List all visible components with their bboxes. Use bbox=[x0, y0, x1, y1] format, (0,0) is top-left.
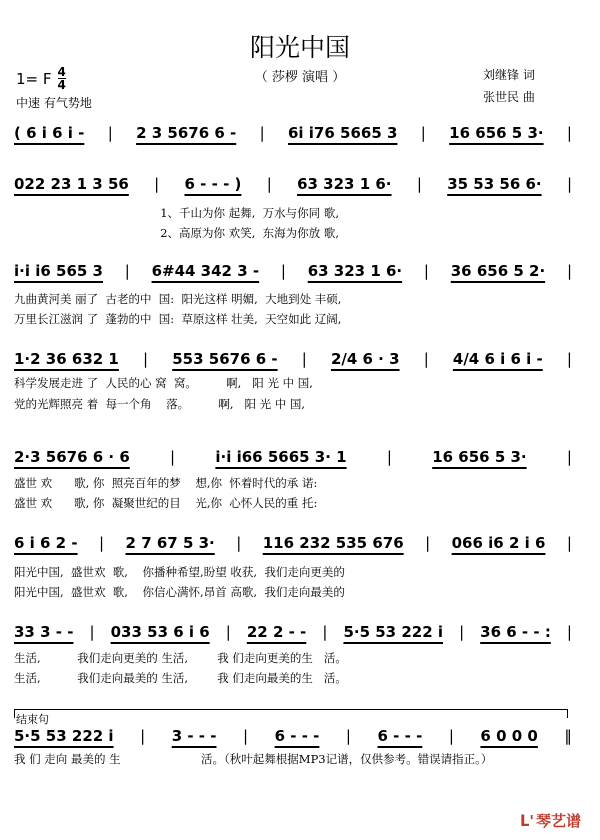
bar-line: | bbox=[243, 727, 249, 745]
measure: 36 656 5 2· bbox=[450, 262, 546, 280]
time-top: 4 bbox=[57, 65, 66, 79]
bar-line: | bbox=[170, 448, 176, 466]
bar-line: | bbox=[566, 448, 572, 466]
measure: 6 i 6 2 - bbox=[14, 534, 78, 552]
bar-line: | bbox=[99, 534, 105, 552]
bar-line: | bbox=[236, 534, 242, 552]
measure: 116 232 535 676 bbox=[262, 534, 404, 552]
measure: 2 7 67 5 3· bbox=[125, 534, 215, 552]
measure: 63 323 1 6· bbox=[297, 175, 392, 193]
measure: 4/4 6 i 6 i - bbox=[452, 350, 543, 368]
bar-line: | bbox=[89, 623, 95, 641]
measure: 6 - - - bbox=[274, 727, 320, 745]
measure: 2 3 5676 6 - bbox=[136, 124, 237, 142]
measure: 6#44 342 3 - bbox=[151, 262, 260, 280]
bar-line: | bbox=[143, 350, 149, 368]
bar-line: | bbox=[448, 727, 454, 745]
bar-line: | bbox=[280, 262, 286, 280]
bar-line: | bbox=[345, 727, 351, 745]
bar-line: | bbox=[459, 623, 465, 641]
measure: i·i i66 5665 3· 1 bbox=[215, 448, 347, 466]
lyrics-line: 科学发展走进 了 人民的心 窝 窝。 啊, 阳 光 中 国, bbox=[14, 376, 313, 390]
bar-line: | bbox=[225, 623, 231, 641]
singer: （ 莎椤 演唱 ） bbox=[254, 70, 346, 85]
bar-line: | bbox=[301, 350, 307, 368]
logo-text: 琴艺谱 bbox=[536, 812, 582, 830]
measure: ( 6 i 6 i - bbox=[14, 124, 85, 142]
measure: 33 3 - - bbox=[14, 623, 74, 641]
notation-row bbox=[14, 124, 572, 142]
bar-line: | bbox=[107, 124, 113, 142]
lyrics-line: 1、千山为你 起舞, 万水与你同 歌, bbox=[14, 206, 339, 220]
measure: 36 6 - - : bbox=[480, 623, 551, 641]
notation-row bbox=[14, 175, 572, 193]
measure: 16 656 5 3· bbox=[449, 124, 544, 142]
measure: 63 323 1 6· bbox=[307, 262, 403, 280]
lyrics-line: 盛世 欢 歌, 你 照亮百年的梦 想,你 怀着时代的承 诺: bbox=[14, 476, 318, 490]
logo-icon: ᒪ' bbox=[520, 811, 534, 830]
composer: 张世民 曲 bbox=[483, 90, 535, 104]
measure: 22 2 - - bbox=[246, 623, 307, 641]
measure: 3 - - - bbox=[171, 727, 217, 745]
bar-line: | bbox=[566, 262, 572, 280]
lyrics-line: 生活, 我们走向最美的 生活, 我 们走向最美的生 活。 bbox=[14, 671, 347, 685]
lyrics-line: 我 们 走向 最美的 生 活。（秋叶起舞根据MP3记谱，仅供参考。错误请指正。） bbox=[14, 752, 493, 766]
bar-line: | bbox=[566, 534, 572, 552]
ending-bracket bbox=[14, 709, 568, 718]
lyrics-line: 万里长江滋润 了 蓬勃的中 国: 草原这样 壮美, 天空如此 辽阔, bbox=[14, 312, 342, 326]
logo bbox=[520, 810, 581, 831]
measure: 2/4 6 · 3 bbox=[330, 350, 400, 368]
notation-row bbox=[14, 534, 572, 552]
lyrics-line: 九曲黄河美 丽了 古老的中 国: 阳光这样 明媚, 大地到处 丰硕, bbox=[14, 292, 342, 306]
bar-line: ‖ bbox=[564, 727, 572, 745]
lyrics-line: 阳光中国, 盛世欢 歌, 你信心满怀,昂首 高歌, 我们走向最美的 bbox=[14, 585, 345, 599]
notation-row bbox=[14, 350, 572, 368]
key-signature bbox=[16, 66, 66, 91]
bar-line: | bbox=[423, 262, 429, 280]
measure: 6i i76 5665 3 bbox=[287, 124, 398, 142]
measure: 2·3 5676 6 · 6 bbox=[14, 448, 130, 466]
measure: i·i i6 565 3 bbox=[14, 262, 103, 280]
measure: 6 - - - ) bbox=[184, 175, 242, 193]
measure: 6 0 0 0 bbox=[480, 727, 538, 745]
tempo-marking: 中速 有气势地 bbox=[16, 96, 92, 110]
bar-line: | bbox=[154, 175, 160, 193]
bar-line: | bbox=[124, 262, 130, 280]
song-title: 阳光中国 bbox=[249, 33, 350, 62]
lyrics-line: 盛世 欢 歌, 你 凝聚世纪的目 光,你 心怀人民的重 托: bbox=[14, 496, 318, 510]
bar-line: | bbox=[420, 124, 426, 142]
notation-row bbox=[14, 727, 572, 745]
measure: 066 i6 2 i 6 bbox=[451, 534, 546, 552]
bar-line: | bbox=[566, 350, 572, 368]
bar-line: | bbox=[386, 448, 392, 466]
time-bottom: 4 bbox=[57, 78, 66, 92]
measure: 35 53 56 6· bbox=[447, 175, 542, 193]
measure: 033 53 6 i 6 bbox=[110, 623, 210, 641]
notation-row bbox=[14, 262, 572, 280]
bar-line: | bbox=[259, 124, 265, 142]
key-label: 1= F bbox=[16, 69, 52, 88]
time-signature bbox=[58, 66, 66, 91]
measure: 5·5 53 222 i bbox=[14, 727, 114, 745]
measure: 5·5 53 222 i bbox=[343, 623, 444, 641]
lyricist: 刘继锋 词 bbox=[483, 68, 535, 82]
measure: 16 656 5 3· bbox=[432, 448, 527, 466]
bar-line: | bbox=[425, 534, 431, 552]
lyrics-line: 阳光中国, 盛世欢 歌, 你播种希望,盼望 收获, 我们走向更美的 bbox=[14, 565, 345, 579]
ending-label: 结束句 bbox=[16, 713, 49, 726]
bar-line: | bbox=[566, 175, 572, 193]
lyrics-line: 生活, 我们走向更美的 生活, 我 们走向更美的生 活。 bbox=[14, 651, 347, 665]
measure: 1·2 36 632 1 bbox=[14, 350, 119, 368]
bar-line: | bbox=[423, 350, 429, 368]
measure: 022 23 1 3 56 bbox=[14, 175, 129, 193]
lyrics-line: 2、高原为你 欢笑, 东海为你放 歌, bbox=[14, 226, 339, 240]
bar-line: | bbox=[140, 727, 146, 745]
lyrics-line: 党的光辉照亮 着 每一个角 落。 啊, 阳 光 中 国, bbox=[14, 397, 306, 411]
notation-row bbox=[14, 448, 572, 466]
bar-line: | bbox=[566, 124, 572, 142]
measure: 553 5676 6 - bbox=[172, 350, 278, 368]
bar-line: | bbox=[566, 623, 572, 641]
bar-line: | bbox=[266, 175, 272, 193]
bar-line: | bbox=[322, 623, 328, 641]
measure: 6 - - - bbox=[377, 727, 423, 745]
notation-row bbox=[14, 623, 572, 641]
bar-line: | bbox=[416, 175, 422, 193]
